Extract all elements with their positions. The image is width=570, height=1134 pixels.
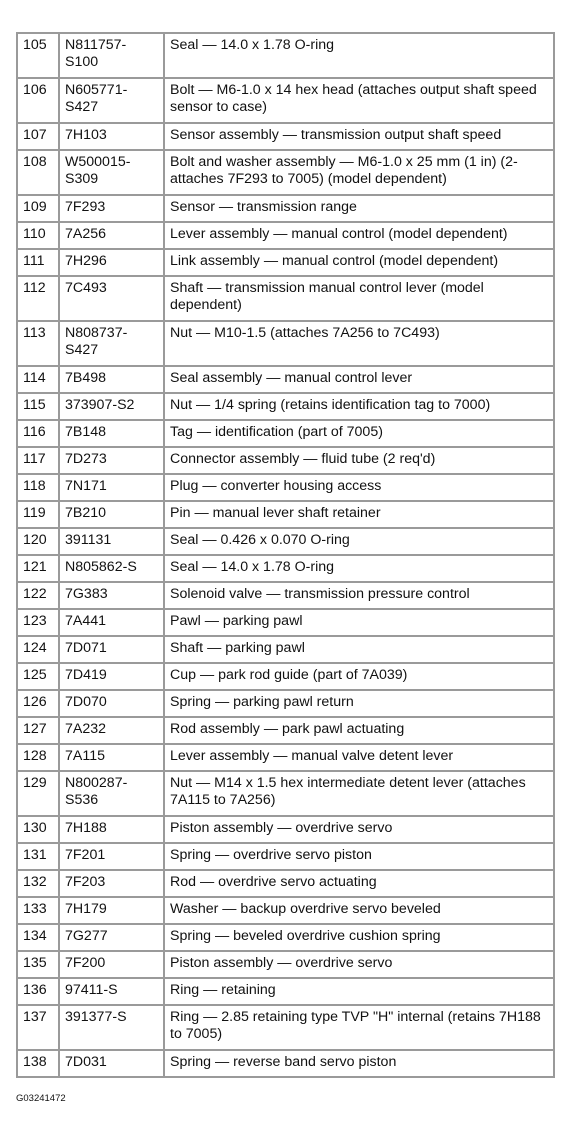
part-description: Sensor — transmission range bbox=[164, 195, 554, 222]
part-description: Bolt and washer assembly — M6-1.0 x 25 mm (1 in) (2-attaches 7F293 to 7005) (model dependent) bbox=[164, 150, 554, 195]
item-number: 133 bbox=[17, 897, 59, 924]
item-number: 123 bbox=[17, 609, 59, 636]
item-number: 115 bbox=[17, 393, 59, 420]
table-row bbox=[17, 843, 554, 870]
table-row bbox=[17, 924, 554, 951]
part-number: 7F201 bbox=[59, 843, 164, 870]
table-row bbox=[17, 663, 554, 690]
part-description: Spring — overdrive servo piston bbox=[164, 843, 554, 870]
item-number: 111 bbox=[17, 249, 59, 276]
item-number: 130 bbox=[17, 816, 59, 843]
parts-table bbox=[16, 32, 555, 1078]
part-number: 7F293 bbox=[59, 195, 164, 222]
part-number: 97411-S bbox=[59, 978, 164, 1005]
table-row bbox=[17, 582, 554, 609]
part-number: 391131 bbox=[59, 528, 164, 555]
part-description: Cup — park rod guide (part of 7A039) bbox=[164, 663, 554, 690]
part-description: Nut — 1/4 spring (retains identification tag to 7000) bbox=[164, 393, 554, 420]
part-description: Solenoid valve — transmission pressure control bbox=[164, 582, 554, 609]
part-description: Nut — M10-1.5 (attaches 7A256 to 7C493) bbox=[164, 321, 554, 366]
item-number: 119 bbox=[17, 501, 59, 528]
part-number: 7H296 bbox=[59, 249, 164, 276]
part-description: Seal assembly — manual control lever bbox=[164, 366, 554, 393]
part-description: Pin — manual lever shaft retainer bbox=[164, 501, 554, 528]
item-number: 127 bbox=[17, 717, 59, 744]
item-number: 132 bbox=[17, 870, 59, 897]
table-row bbox=[17, 366, 554, 393]
item-number: 125 bbox=[17, 663, 59, 690]
part-description: Ring — 2.85 retaining type TVP "H" internal (retains 7H188 to 7005) bbox=[164, 1005, 554, 1050]
item-number: 108 bbox=[17, 150, 59, 195]
table-row bbox=[17, 195, 554, 222]
part-number: N811757-S100 bbox=[59, 33, 164, 78]
item-number: 131 bbox=[17, 843, 59, 870]
part-description: Spring — reverse band servo piston bbox=[164, 1050, 554, 1077]
part-description: Piston assembly — overdrive servo bbox=[164, 816, 554, 843]
table-row bbox=[17, 249, 554, 276]
part-number: 373907-S2 bbox=[59, 393, 164, 420]
table-row bbox=[17, 420, 554, 447]
part-number: 7H188 bbox=[59, 816, 164, 843]
item-number: 128 bbox=[17, 744, 59, 771]
part-number: 7F203 bbox=[59, 870, 164, 897]
part-description: Spring — parking pawl return bbox=[164, 690, 554, 717]
part-description: Shaft — parking pawl bbox=[164, 636, 554, 663]
part-description: Sensor assembly — transmission output shaft speed bbox=[164, 123, 554, 150]
item-number: 137 bbox=[17, 1005, 59, 1050]
part-number: 7B498 bbox=[59, 366, 164, 393]
table-row bbox=[17, 150, 554, 195]
part-description: Tag — identification (part of 7005) bbox=[164, 420, 554, 447]
part-description: Seal — 14.0 x 1.78 O-ring bbox=[164, 33, 554, 78]
table-row bbox=[17, 447, 554, 474]
table-row bbox=[17, 609, 554, 636]
table-row bbox=[17, 528, 554, 555]
part-description: Ring — retaining bbox=[164, 978, 554, 1005]
part-description: Seal — 0.426 x 0.070 O-ring bbox=[164, 528, 554, 555]
table-row bbox=[17, 555, 554, 582]
item-number: 126 bbox=[17, 690, 59, 717]
item-number: 109 bbox=[17, 195, 59, 222]
item-number: 129 bbox=[17, 771, 59, 816]
table-row bbox=[17, 78, 554, 123]
part-number: 7A232 bbox=[59, 717, 164, 744]
part-number: 7D070 bbox=[59, 690, 164, 717]
part-number: 7G383 bbox=[59, 582, 164, 609]
item-number: 110 bbox=[17, 222, 59, 249]
part-description: Bolt — M6-1.0 x 14 hex head (attaches output shaft speed sensor to case) bbox=[164, 78, 554, 123]
item-number: 121 bbox=[17, 555, 59, 582]
table-row bbox=[17, 276, 554, 321]
item-number: 124 bbox=[17, 636, 59, 663]
part-description: Pawl — parking pawl bbox=[164, 609, 554, 636]
part-description: Lever assembly — manual control (model dependent) bbox=[164, 222, 554, 249]
part-number: 7A441 bbox=[59, 609, 164, 636]
part-number: 7D273 bbox=[59, 447, 164, 474]
part-description: Spring — beveled overdrive cushion spring bbox=[164, 924, 554, 951]
item-number: 138 bbox=[17, 1050, 59, 1077]
part-number: 7N171 bbox=[59, 474, 164, 501]
part-description: Lever assembly — manual valve detent lever bbox=[164, 744, 554, 771]
table-row bbox=[17, 222, 554, 249]
part-description: Shaft — transmission manual control lever (model dependent) bbox=[164, 276, 554, 321]
item-number: 120 bbox=[17, 528, 59, 555]
part-description: Link assembly — manual control (model dependent) bbox=[164, 249, 554, 276]
table-row bbox=[17, 951, 554, 978]
table-row bbox=[17, 870, 554, 897]
part-description: Rod — overdrive servo actuating bbox=[164, 870, 554, 897]
table-row bbox=[17, 123, 554, 150]
item-number: 116 bbox=[17, 420, 59, 447]
part-number: 7A256 bbox=[59, 222, 164, 249]
part-number: 7D031 bbox=[59, 1050, 164, 1077]
part-number: N800287-S536 bbox=[59, 771, 164, 816]
item-number: 105 bbox=[17, 33, 59, 78]
table-row bbox=[17, 474, 554, 501]
table-row bbox=[17, 1005, 554, 1050]
part-number: 391377-S bbox=[59, 1005, 164, 1050]
part-number: 7D071 bbox=[59, 636, 164, 663]
table-row bbox=[17, 393, 554, 420]
table-row bbox=[17, 978, 554, 1005]
part-number: 7C493 bbox=[59, 276, 164, 321]
part-number: N605771-S427 bbox=[59, 78, 164, 123]
part-number: 7A115 bbox=[59, 744, 164, 771]
item-number: 106 bbox=[17, 78, 59, 123]
part-description: Rod assembly — park pawl actuating bbox=[164, 717, 554, 744]
part-number: 7B210 bbox=[59, 501, 164, 528]
part-description: Plug — converter housing access bbox=[164, 474, 554, 501]
item-number: 122 bbox=[17, 582, 59, 609]
item-number: 135 bbox=[17, 951, 59, 978]
item-number: 118 bbox=[17, 474, 59, 501]
part-number: 7B148 bbox=[59, 420, 164, 447]
item-number: 112 bbox=[17, 276, 59, 321]
part-description: Washer — backup overdrive servo beveled bbox=[164, 897, 554, 924]
item-number: 134 bbox=[17, 924, 59, 951]
part-number: 7F200 bbox=[59, 951, 164, 978]
table-row bbox=[17, 1050, 554, 1077]
part-number: 7D419 bbox=[59, 663, 164, 690]
item-number: 117 bbox=[17, 447, 59, 474]
table-row bbox=[17, 321, 554, 366]
figure-code: G03241472 bbox=[16, 1093, 66, 1104]
item-number: 114 bbox=[17, 366, 59, 393]
part-number: N805862-S bbox=[59, 555, 164, 582]
table-row bbox=[17, 717, 554, 744]
table-row bbox=[17, 636, 554, 663]
parts-table-body bbox=[17, 33, 554, 1077]
part-description: Nut — M14 x 1.5 hex intermediate detent lever (attaches 7A115 to 7A256) bbox=[164, 771, 554, 816]
item-number: 136 bbox=[17, 978, 59, 1005]
table-row bbox=[17, 501, 554, 528]
item-number: 113 bbox=[17, 321, 59, 366]
part-number: 7H103 bbox=[59, 123, 164, 150]
table-row bbox=[17, 744, 554, 771]
table-row bbox=[17, 771, 554, 816]
item-number: 107 bbox=[17, 123, 59, 150]
table-row bbox=[17, 816, 554, 843]
part-description: Connector assembly — fluid tube (2 req'd) bbox=[164, 447, 554, 474]
part-description: Piston assembly — overdrive servo bbox=[164, 951, 554, 978]
part-number: W500015-S309 bbox=[59, 150, 164, 195]
table-row bbox=[17, 897, 554, 924]
part-number: 7H179 bbox=[59, 897, 164, 924]
table-row bbox=[17, 33, 554, 78]
part-number: 7G277 bbox=[59, 924, 164, 951]
part-description: Seal — 14.0 x 1.78 O-ring bbox=[164, 555, 554, 582]
part-number: N808737-S427 bbox=[59, 321, 164, 366]
table-row bbox=[17, 690, 554, 717]
